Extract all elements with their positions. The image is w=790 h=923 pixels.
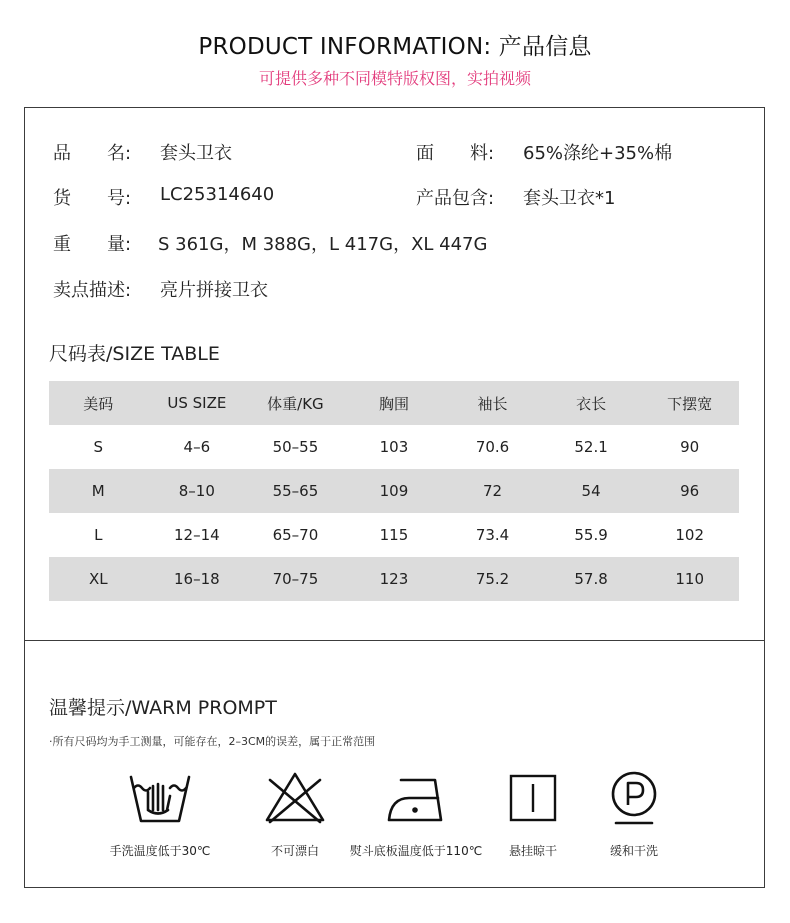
table-row [49, 513, 739, 557]
table-cell: 90 [680, 438, 700, 456]
table-cell: 109 [345, 469, 444, 513]
table-cell: 52.1 [574, 438, 608, 456]
size-table-title: 尺码表/SIZE TABLE [49, 343, 220, 365]
size-table-header-row [49, 381, 739, 425]
size-table [49, 381, 739, 601]
measurement-note: ·所有尺码均为手工测量，可能存在，2–3CM的误差，属于正常范围 [49, 735, 376, 748]
table-cell: 12–14 [174, 526, 220, 544]
table-cell: L [94, 526, 103, 544]
name-label: 品 名: [53, 143, 132, 164]
header-cell: 下摆宽 [640, 381, 739, 425]
table-cell: 55.9 [574, 526, 608, 544]
header-cell: US SIZE [148, 381, 247, 425]
selling-value: 亮片拼接卫衣 [160, 280, 268, 301]
selling-label: 卖点描述: [53, 280, 132, 301]
table-cell: 8–10 [148, 469, 247, 513]
hand-wash-icon [128, 770, 192, 826]
care-label: 悬挂晾干 [508, 844, 557, 858]
care-label: 缓和干洗 [609, 844, 658, 858]
table-cell: 4–6 [183, 438, 211, 456]
table-cell: 55–65 [246, 469, 345, 513]
table-cell: M [49, 469, 148, 513]
weight-label: 重 量: [53, 234, 132, 255]
page-subtitle: 可提供多种不同模特版权图，实拍视频 [258, 69, 531, 88]
table-cell: 110 [640, 557, 739, 601]
header-cell: 胸围 [345, 381, 444, 425]
no-bleach-icon [264, 770, 326, 826]
page-title: PRODUCT INFORMATION: 产品信息 [198, 34, 592, 60]
table-cell: 123 [345, 557, 444, 601]
table-cell: 16–18 [148, 557, 247, 601]
table-cell: 115 [379, 526, 409, 544]
header-cell: 衣长 [542, 381, 641, 425]
table-cell: 65–70 [272, 526, 319, 544]
name-value: 套头卫衣 [160, 143, 232, 164]
warm-prompt-title: 温馨提示/WARM PROMPT [49, 697, 277, 719]
table-cell: 50–55 [272, 438, 319, 456]
table-cell: 70–75 [246, 557, 345, 601]
table-cell: 102 [675, 526, 704, 544]
header-cell: 袖长 [443, 381, 542, 425]
table-row [49, 425, 739, 469]
table-row [49, 557, 739, 601]
table-cell: 72 [443, 469, 542, 513]
sku-value: LC25314640 [160, 184, 275, 205]
sku-label: 货 号: [53, 188, 132, 209]
table-cell: XL [49, 557, 148, 601]
care-label: 不可漂白 [270, 844, 319, 858]
care-label: 手洗温度低于30℃ [109, 844, 211, 858]
table-cell: 75.2 [443, 557, 542, 601]
fabric-label: 面 料: [416, 143, 495, 164]
table-cell: 103 [379, 438, 409, 456]
dry-clean-p-icon [608, 770, 660, 826]
table-cell: 73.4 [475, 526, 510, 544]
table-cell: S [93, 438, 104, 456]
iron-low-icon [385, 770, 447, 826]
table-cell: 96 [640, 469, 739, 513]
header-cell: 体重/KG [246, 381, 345, 425]
package-value: 套头卫衣*1 [523, 188, 616, 209]
package-label: 产品包含: [416, 188, 495, 209]
table-cell: 70.6 [475, 438, 510, 456]
table-cell: 57.8 [542, 557, 641, 601]
care-label: 熨斗底板温度低于110℃ [349, 844, 483, 858]
header-cell: 美码 [49, 381, 148, 425]
fabric-value: 65%涤纶+35%棉 [523, 143, 673, 164]
weight-value: S 361G，M 388G，L 417G，XL 447G [158, 234, 488, 255]
hang-dry-icon [508, 770, 558, 826]
table-row [49, 469, 739, 513]
table-cell: 54 [542, 469, 641, 513]
